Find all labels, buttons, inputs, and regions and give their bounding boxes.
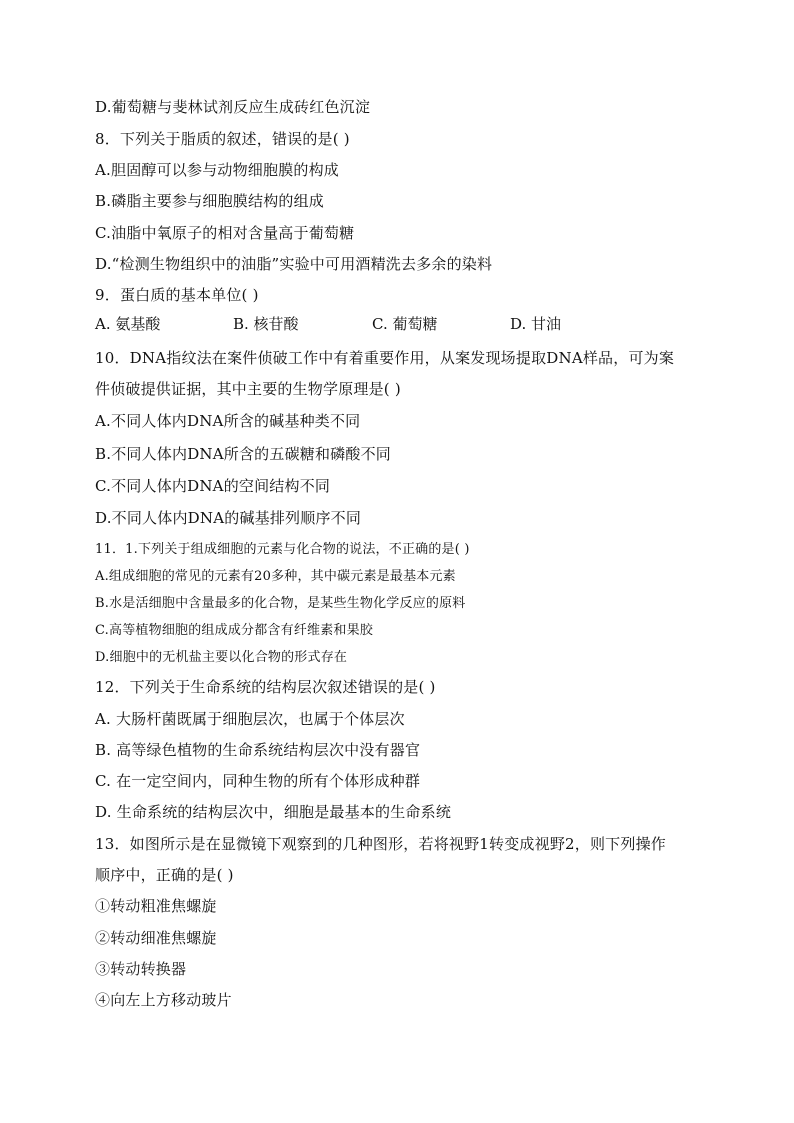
- q10-option-b: B.不同人体内DNA所含的五碳糖和磷酸不同: [95, 445, 391, 463]
- q9-option-c: C. 葡萄糖: [372, 315, 438, 333]
- q8-stem: 8．下列关于脂质的叙述，错误的是( ): [95, 130, 350, 148]
- q10-option-c: C.不同人体内DNA的空间结构不同: [95, 477, 331, 495]
- q12-option-c: C. 在一定空间内，同种生物的所有个体形成种群: [95, 772, 421, 790]
- q8-option-c: C.油脂中氧原子的相对含量高于葡萄糖: [95, 224, 355, 242]
- q13-step-2: ②转动细准焦螺旋: [95, 929, 217, 947]
- q12-option-a: A. 大肠杆菌既属于细胞层次，也属于个体层次: [95, 710, 405, 728]
- q12-stem: 12．下列关于生命系统的结构层次叙述错误的是( ): [95, 678, 436, 696]
- q10-stem-line-1: 10．DNA指纹法在案件侦破工作中有着重要作用，从案发现场提取DNA样品，可为案: [95, 349, 675, 367]
- q8-option-a: A.胆固醇可以参与动物细胞膜的构成: [95, 161, 340, 179]
- q13-stem-line-2: 顺序中，正确的是( ): [95, 866, 234, 884]
- q12-option-b: B. 高等绿色植物的生命系统结构层次中没有器官: [95, 741, 421, 759]
- q11-stem: 11．1.下列关于组成细胞的元素与化合物的说法，不正确的是( ): [95, 542, 470, 557]
- q13-step-4: ④向左上方移动玻片: [95, 991, 232, 1009]
- q10-option-a: A.不同人体内DNA所含的碱基种类不同: [95, 412, 361, 430]
- q13-stem-line-1: 13．如图所示是在显微镜下观察到的几种图形，若将视野1转变成视野2，则下列操作: [95, 835, 666, 853]
- q13-step-1: ①转动粗准焦螺旋: [95, 897, 217, 915]
- q11-option-d: D.细胞中的无机盐主要以化合物的形式存在: [95, 650, 348, 665]
- q11-option-c: C.高等植物细胞的组成成分都含有纤维素和果胶: [95, 623, 374, 638]
- q8-option-d: D.“检测生物组织中的油脂”实验中可用酒精洗去多余的染料: [95, 255, 493, 273]
- q10-option-d: D.不同人体内DNA的碱基排列顺序不同: [95, 509, 362, 527]
- q11-option-a: A.组成细胞的常见的元素有20多种，其中碳元素是最基本元素: [95, 569, 456, 584]
- q7-option-d: D.葡萄糖与斐林试剂反应生成砖红色沉淀: [95, 98, 371, 116]
- q9-option-d: D. 甘油: [510, 315, 562, 333]
- q9-stem: 9．蛋白质的基本单位( ): [95, 286, 259, 304]
- q8-option-b: B.磷脂主要参与细胞膜结构的组成: [95, 192, 324, 210]
- q11-option-b: B.水是活细胞中含量最多的化合物，是某些生物化学反应的原料: [95, 596, 466, 611]
- q9-options: [95, 314, 715, 334]
- q13-step-3: ③转动转换器: [95, 960, 187, 978]
- q9-option-a: A. 氨基酸: [95, 315, 161, 333]
- q10-stem-line-2: 件侦破提供证据，其中主要的生物学原理是( ): [95, 380, 401, 398]
- q12-option-d: D. 生命系统的结构层次中，细胞是最基本的生命系统: [95, 803, 452, 821]
- q9-option-b: B. 核苷酸: [233, 315, 299, 333]
